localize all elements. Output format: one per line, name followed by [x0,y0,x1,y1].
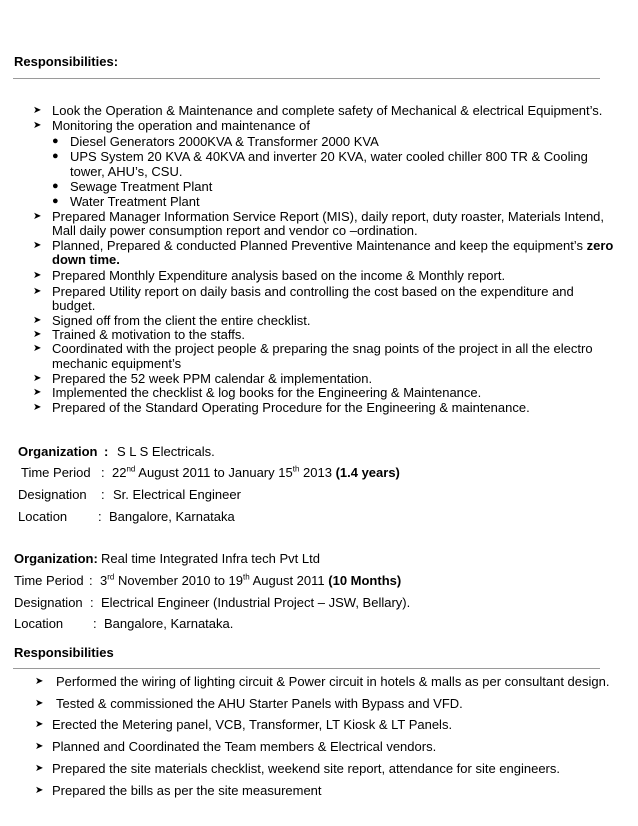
arrow-bullet-icon: ➤ [35,698,44,709]
list-item: Signed off from the client the entire checklist. [52,313,311,328]
location-label: Location [14,616,64,631]
location-colon: : [93,616,97,631]
organization-colon: : [104,444,109,459]
arrow-bullet-icon: ➤ [35,676,44,687]
arrow-bullet-icon: ➤ [33,240,42,251]
list-item: Prepared Manager Information Service Report (MIS), daily report, duty roaster, Materials Intend, [52,209,605,224]
arrow-bullet-icon: ➤ [33,329,42,340]
bullet-dot-icon: ● [52,180,59,192]
time-period-colon: : [89,573,93,588]
organization-label: Organization [18,444,98,459]
arrow-bullet-icon: ➤ [33,270,42,281]
time-period-value: 22nd August 2011 to January 15th 2013 (1.4 years) [112,464,400,480]
list-item: Tested & commissioned the AHU Starter Panels with Bypass and VFD. [56,696,463,711]
designation-value: Electrical Engineer (Industrial Project – JSW, Bellary). [101,595,411,610]
list-item: Coordinated with the project people & preparing the snag points of the project in all the electro [52,341,593,356]
designation-label: Designation [14,595,83,610]
designation-value: Sr. Electrical Engineer [113,487,241,502]
arrow-bullet-icon: ➤ [35,741,44,752]
arrow-bullet-icon: ➤ [35,763,44,774]
list-item: Implemented the checklist & log books for the Engineering & Maintenance. [52,385,482,400]
list-item: Prepared Monthly Expenditure analysis based on the income & Monthly report. [52,268,506,283]
list-item: Prepared Utility report on daily basis and controlling the cost based on the expenditure and [52,284,574,299]
designation-label: Designation [18,487,87,502]
list-item-continuation: down time. [52,252,120,267]
sub-list-item: UPS System 20 KVA & 40KVA and inverter 20 KVA, water cooled chiller 800 TR & Cooling [70,149,588,164]
location-label: Location [18,509,68,524]
arrow-bullet-icon: ➤ [33,387,42,398]
location-value: Bangalore, Karnataka [109,509,235,524]
arrow-bullet-icon: ➤ [33,105,42,116]
location-value: Bangalore, Karnataka. [104,616,234,631]
list-item: Prepared the bills as per the site measurement [52,783,322,798]
list-item: Trained & motivation to the staffs. [52,327,245,342]
list-item: Performed the wiring of lighting circuit & Power circuit in hotels & malls as per consultant design. [56,674,610,689]
list-item: Monitoring the operation and maintenance of [52,118,311,133]
sub-list-item: Diesel Generators 2000KVA & Transformer 2000 KVA [70,134,379,149]
divider [13,668,600,669]
list-item: Planned and Coordinated the Team members & Electrical vendors. [52,739,437,754]
organization-value: Real time Integrated Infra tech Pvt Ltd [101,551,320,566]
arrow-bullet-icon: ➤ [33,211,42,222]
list-item: Prepared the site materials checklist, weekend site report, attendance for site engineers. [52,761,560,776]
bullet-dot-icon: ● [52,135,59,147]
list-item: Planned, Prepared & conducted Planned Preventive Maintenance and keep the equipment’s zero [52,238,614,253]
arrow-bullet-icon: ➤ [33,343,42,354]
arrow-bullet-icon: ➤ [35,719,44,730]
bullet-dot-icon: ● [52,150,59,162]
designation-colon: : [90,595,94,610]
organization-label: Organization: [14,551,98,566]
list-item: Look the Operation & Maintenance and complete safety of Mechanical & electrical Equipment’s. [52,103,603,118]
time-period-colon: : [101,465,105,480]
responsibilities-heading: Responsibilities: [14,54,119,69]
organization-value: S L S Electricals. [117,444,215,459]
list-item: Prepared of the Standard Operating Procedure for the Engineering & maintenance. [52,400,530,415]
time-period-label: Time Period [21,465,91,480]
sub-list-item: Water Treatment Plant [70,194,200,209]
arrow-bullet-icon: ➤ [33,286,42,297]
location-colon: : [98,509,102,524]
time-period-label: Time Period [14,573,84,588]
designation-colon: : [101,487,105,502]
time-period-value: 3rd November 2010 to 19th August 2011 (10 Months) [100,572,402,588]
arrow-bullet-icon: ➤ [35,785,44,796]
sub-list-item-continuation: tower, AHU’s, CSU. [70,164,183,179]
list-item: Erected the Metering panel, VCB, Transformer, LT Kiosk & LT Panels. [52,717,453,732]
bullet-dot-icon: ● [52,195,59,207]
arrow-bullet-icon: ➤ [33,402,42,413]
sub-list-item: Sewage Treatment Plant [70,179,213,194]
arrow-bullet-icon: ➤ [33,315,42,326]
list-item-continuation: Mall daily power consumption report and vendor co –ordination. [52,223,418,238]
divider [13,78,600,79]
list-item-continuation: mechanic equipment’s [52,356,182,371]
list-item: Prepared the 52 week PPM calendar & implementation. [52,371,373,386]
responsibilities-heading: Responsibilities [14,645,114,660]
arrow-bullet-icon: ➤ [33,120,42,131]
list-item-continuation: budget. [52,298,96,313]
arrow-bullet-icon: ➤ [33,373,42,384]
